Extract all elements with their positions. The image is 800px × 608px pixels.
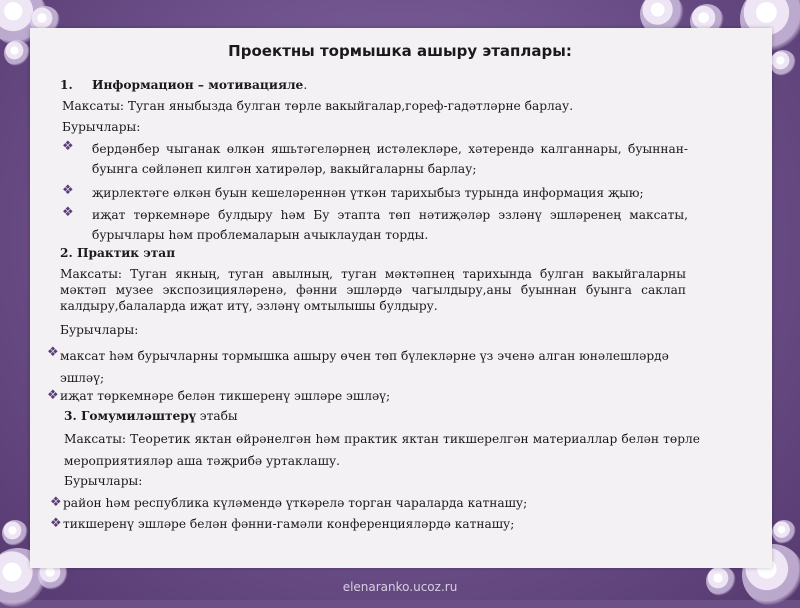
diamond-bullet-icon: ❖ xyxy=(47,388,59,403)
stage1-tasks-label: Бурычлары: xyxy=(62,120,141,134)
stage2-bullet-text: максат һәм бурычларны тормышка ашыру өчен төп бүлекләрне үз эченә алган юнәлешләрдә эшләү; xyxy=(60,349,669,385)
diamond-bullet-icon: ❖ xyxy=(50,495,62,510)
stage3-bullet: тикшеренү эшләре белән фәнни-гамәли конференцияләрдә катнашу; xyxy=(63,517,515,531)
slide-title: Проектны тормышка ашыру этаплары: xyxy=(228,42,572,60)
diamond-bullet-icon: ❖ xyxy=(62,205,74,220)
stage3-heading xyxy=(64,408,238,424)
flower-decoration xyxy=(772,520,796,544)
diamond-bullet-icon: ❖ xyxy=(62,183,74,198)
stage3-tasks-label: Бурычлары: xyxy=(64,474,143,488)
stage2-goal: Максаты: Туган якның, туган авылның, туган мәктәпнең тарихында булган вакыйгаларны мәктәп музее экспозицияләренә, фәнни эшләрдә чагылдыру,аны буыннан буынга саклап калдыру,балаларда иҗат итү, эзләнү омтылышы булдыру. xyxy=(60,267,686,313)
diamond-bullet-icon: ❖ xyxy=(62,139,74,154)
stage3-goal: Максаты: Теоретик яктан өйрәнелгән һәм практик яктан тикшерелгән материаллар белән төрле мероприятияләр аша тәҗрибә уртаклашу. xyxy=(64,432,700,468)
watermark: elenaranko.ucoz.ru xyxy=(342,580,458,594)
stage1-goal: Максаты: Туган яныбызда булган төрле вакыйгалар,гореф-гадәтләрне барлау. xyxy=(62,99,574,113)
diamond-bullet-icon: ❖ xyxy=(47,345,59,360)
stage3-bullet: район һәм республика күләмендә үткәрелә торган чараларда катнашу; xyxy=(63,496,528,510)
stage3-heading-suffix: этабы xyxy=(195,409,238,423)
stage1-heading xyxy=(92,77,307,93)
diamond-bullet-icon: ❖ xyxy=(50,516,62,531)
stage1-bullet: бердәнбер чыганак өлкән яшьтәгеләрнең истәлекләре, хәтерендә калганнары, буыннан-буынга сөйләнеп килгән хатирәләр, вакыйгаларны барлау; xyxy=(92,142,688,176)
stage2-bullet: иҗат төркемнәре белән тикшеренү эшләре эшләү; xyxy=(60,389,391,403)
stage1-heading-period: . xyxy=(303,78,308,92)
stage3-heading-text: 3. Гомумиләштерү xyxy=(64,409,196,423)
stage1-bullet: иҗат төркемнәре булдыру һәм Бу этапта төп нәтиҗәләр эзләнү эшләренең максаты, бурычлары һәм проблемаларын ачыклаудан торды. xyxy=(92,208,688,242)
stage1-heading-text: Информацион – мотивацияле xyxy=(92,78,304,92)
stage2-heading: 2. Практик этап xyxy=(60,246,176,260)
stage1-bullet: җирлектәге өлкән буын кешеләреннән үткән тарихыбыз турында информация җыю; xyxy=(92,186,644,200)
stage1-number: 1. xyxy=(60,78,73,92)
stage2-bullet xyxy=(60,345,700,389)
stage2-tasks-label: Бурычлары: xyxy=(60,323,139,337)
flower-decoration xyxy=(2,520,28,546)
